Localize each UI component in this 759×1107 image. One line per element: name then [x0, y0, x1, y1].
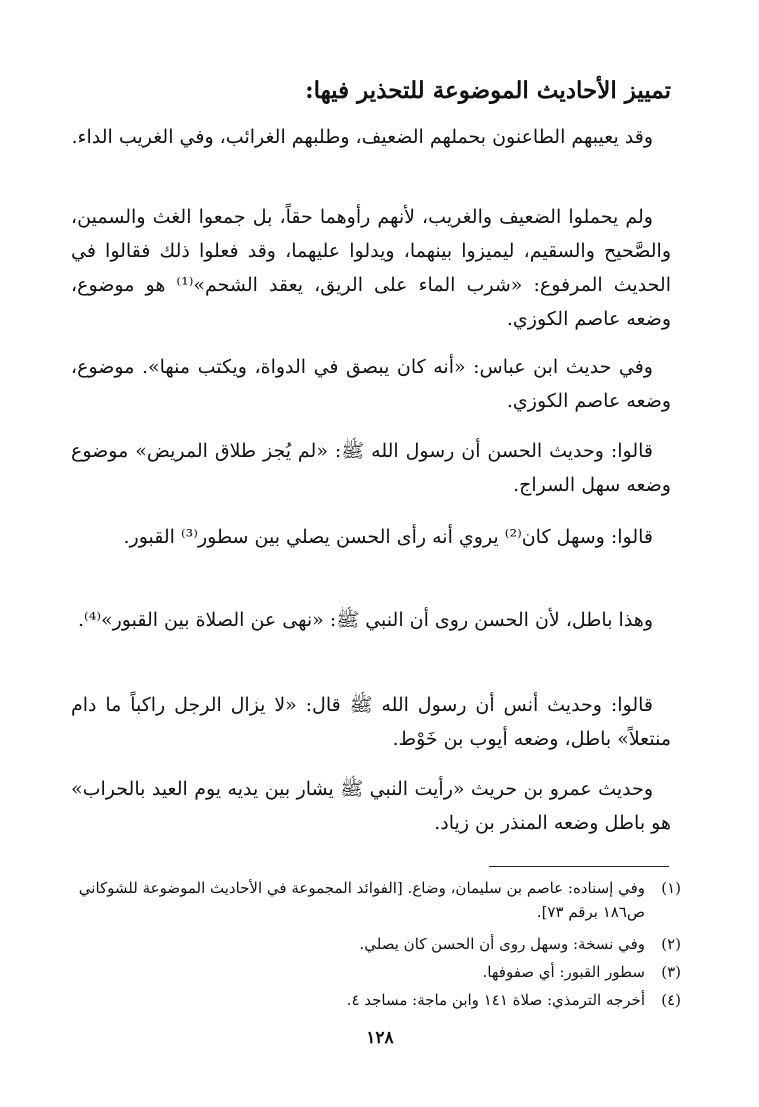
footnote-4	[77, 988, 681, 1012]
footnote-text: سطور القبور: أي صفوفها.	[482, 963, 645, 981]
paragraph-1: وقد يعيبهم الطاعنون بحملهم الضعيف، وطلبهم الغرائب، وفي الغريب الداء.	[71, 126, 653, 148]
footnote-text: وفي إسناده: عاصم بن سليمان، وضاع. [الفوائد المجموعة في الأحاديث الموضوعة للشوكاني ص١٨٦ برقم ٧٣].	[78, 879, 645, 921]
paragraph-4: قالوا: وحديث الحسن أن رسول الله ﷺ: «لم يُجز طلاق المريض» موضوع وضعه سهل السراج.	[71, 440, 671, 496]
paragraph-7: قالوا: وحديث أنس أن رسول الله ﷺ قال: «لا يزال الرجل راكباً ما دام منتعلاً» باطل، وضعه أيوب بن خَوْط.	[71, 694, 671, 750]
footnote-number: (٤)	[661, 991, 681, 1009]
paragraph-6: وهذا باطل، لأن الحسن روى أن النبي ﷺ: «نهى عن الصلاة بين القبور»⁽⁴⁾.	[77, 609, 653, 631]
footnote-text: أخرجه الترمذي: صلاة ١٤١ وابن ماجة: مساجد ٤.	[346, 991, 645, 1009]
footnote-2	[77, 932, 681, 956]
page-number: ١٢٨	[366, 1028, 394, 1048]
paragraph-5: قالوا: وسهل كان⁽²⁾ يروي أنه رأى الحسن يصلي بين سطور⁽³⁾ القبور.	[123, 526, 653, 548]
footnote-number: (١)	[661, 879, 681, 897]
footnote-divider	[489, 866, 669, 867]
section-heading: تمييز الأحاديث الموضوعة للتحذير فيها:	[305, 77, 671, 104]
paragraph-8: وحديث عمرو بن حريث «رأيت النبي ﷺ يشار بين يديه يوم العيد بالحراب» هو باطل وضعه المنذر بن زياد.	[71, 778, 671, 834]
footnote-number: (٢)	[661, 935, 681, 953]
footnote-1	[77, 876, 681, 924]
footnote-text: وفي نسخة: وسهل روى أن الحسن كان يصلي.	[359, 935, 645, 953]
paragraph-2: ولم يحملوا الضعيف والغريب، لأنهم رأوهما حقاً، بل جمعوا الغث والسمين، والصَّحيح والسقيم، ليميزوا بينهما، ويدلوا عليهما، وقد فعلوا ذلك فقالوا في الحديث المرفوع: «شرب الماء على الريق، يعقد الشحم»⁽¹⁾ هو موضوع، وضعه عاصم الكوزي.	[71, 206, 671, 330]
footnote-3	[77, 960, 681, 984]
paragraph-3: وفي حديث ابن عباس: «أنه كان يبصق في الدواة، ويكتب منها». موضوع، وضعه عاصم الكوزي.	[71, 356, 671, 412]
footnote-number: (٣)	[661, 963, 681, 981]
